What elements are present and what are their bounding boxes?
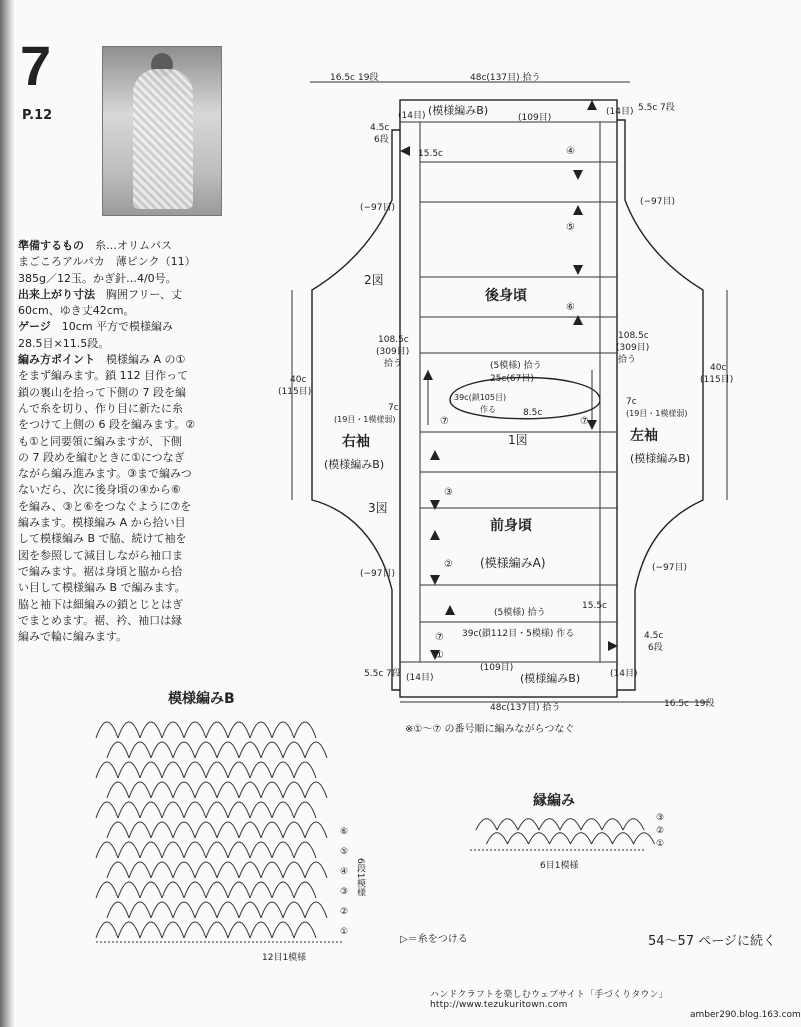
instruction-line: [18, 254, 256, 270]
stitch-loop: [228, 722, 250, 738]
label-top-band: (模様編みB): [428, 104, 489, 117]
instruction-text: 模様編み A の①: [95, 353, 186, 367]
stitch-loop: [107, 862, 129, 878]
stitch-loop: [550, 833, 571, 844]
label-minus97-tl: (−97目): [360, 203, 396, 213]
stitch-loop: [476, 819, 497, 830]
arrow-down: [573, 265, 583, 275]
instruction-heading: ゲージ: [18, 320, 51, 334]
stitch-loop: [195, 902, 217, 918]
instruction-line: [18, 531, 256, 547]
label-top-ext-rows: 19段: [358, 73, 379, 83]
label-bottom-ext-rows: 19段: [694, 699, 715, 709]
label-neck-pick: (5模様) 拾う: [490, 361, 542, 371]
stitch-loop: [261, 782, 283, 798]
instruction-text: 385g／12玉。かぎ針…4/0号。: [18, 271, 177, 285]
chart-b-repeat: 6段1模様: [355, 858, 365, 897]
stitch-loop: [206, 922, 228, 938]
label-s40-left: 40c: [290, 375, 307, 385]
instruction-text: 糸…オリムパス: [84, 239, 172, 252]
instruction-text: 図を参照して減目しながら袖口ま: [18, 548, 183, 562]
stitch-loop: [305, 742, 327, 758]
stitch-loop: [283, 822, 305, 838]
chart-b-stitches: 12目1模様: [262, 953, 307, 963]
stitch-loop: [487, 833, 508, 844]
label-s40-right: 40c: [710, 363, 727, 373]
instruction-line: [18, 450, 256, 466]
stitch-loop: [283, 742, 305, 758]
label-right-sleeve-sub: (模様編みB): [324, 458, 385, 471]
stitch-loop: [184, 842, 206, 858]
stitch-loop: [294, 922, 316, 938]
stitch-loop: [129, 902, 151, 918]
arrow-up: [573, 205, 583, 215]
instruction-text: で編みます。裾は身頃と脇から拾: [18, 564, 183, 578]
stitch-loop: [560, 819, 581, 830]
instruction-heading: 編み方ポイント: [18, 353, 95, 367]
label-pick-right: 拾う: [618, 355, 637, 365]
stitch-loop: [272, 882, 294, 898]
stitch-loop: [294, 802, 316, 818]
instruction-text: まごころアルパカ 薄ピンク（11）: [18, 255, 196, 269]
stitch-loop: [96, 922, 118, 938]
label-bottom-14-right: (14目): [610, 669, 638, 679]
stitch-loop: [151, 862, 173, 878]
stitch-loop: [228, 762, 250, 778]
label-left-sleeve: 左袖: [630, 428, 658, 444]
arrow-up: [430, 450, 440, 460]
label-top-rows6: 6段: [374, 135, 389, 145]
chart-b-row6: ⑥: [340, 827, 349, 837]
instruction-line: [18, 238, 256, 254]
stitch-loop: [118, 722, 140, 738]
stitch-loop: [497, 819, 518, 830]
stitch-loop: [162, 722, 184, 738]
instruction-line: [18, 417, 256, 433]
instructions-text: [18, 238, 256, 645]
instruction-line: [18, 434, 256, 450]
right-sleeve-outline: [312, 130, 403, 690]
stitch-loop: [250, 802, 272, 818]
stitch-loop: [151, 902, 173, 918]
model-photo: [102, 46, 222, 216]
instruction-text: 28.5目×11.5段。: [18, 336, 110, 350]
label-bottom-band: (模様編みB): [520, 672, 581, 685]
stitch-loop: [529, 833, 550, 844]
stitch-loop: [239, 902, 261, 918]
stitch-loop: [272, 762, 294, 778]
stitch-loop: [634, 833, 655, 844]
instruction-line: [18, 336, 256, 352]
edge-row3: ③: [656, 813, 665, 823]
label-top-45: 4.5c: [370, 123, 390, 133]
stitch-loop: [508, 833, 529, 844]
stitch-loop: [261, 862, 283, 878]
arrow-up: [430, 530, 440, 540]
stitch-loop: [283, 782, 305, 798]
chart-b-row5: ⑤: [340, 847, 349, 857]
photo-garment: [133, 69, 193, 209]
label-minus97-br: (−97目): [652, 563, 688, 573]
label-right-sleeve: 右袖: [342, 434, 370, 450]
instruction-line: [18, 597, 256, 613]
label-minus97-bl: (−97目): [360, 569, 396, 579]
label-h1085-right: 108.5c: [618, 331, 649, 341]
stitch-loop: [140, 922, 162, 938]
stitch-loop: [118, 922, 140, 938]
stitch-loop: [239, 742, 261, 758]
stitch-loop: [228, 802, 250, 818]
instruction-text: も①と同要領に編みますが、下側: [18, 434, 182, 448]
stitch-loop: [162, 842, 184, 858]
label-7c-left: 7c: [388, 403, 399, 413]
stitch-loop: [239, 862, 261, 878]
label-bottom-45: 4.5c: [644, 631, 664, 641]
stitch-loop: [140, 762, 162, 778]
arrow-up: [445, 605, 455, 615]
edge-title: 縁編み: [533, 793, 575, 809]
instruction-text: 60cm、ゆき丈42cm。: [18, 304, 135, 318]
stitch-loop: [272, 922, 294, 938]
label-bottom-109: (109目): [480, 663, 514, 673]
edge-diagram: [466, 806, 686, 876]
stitch-loop: [129, 782, 151, 798]
stitch-loop: [96, 842, 118, 858]
stitch-loop: [195, 862, 217, 878]
label-fig1: 1図: [508, 433, 528, 447]
label-neck-make: 作る: [480, 405, 496, 414]
stitch-loop: [305, 902, 327, 918]
stitch-loop: [217, 902, 239, 918]
instruction-text: 編みます。模様編み A から拾い目: [18, 516, 186, 530]
label-bottom-width: 48c(137目) 拾う: [490, 703, 561, 713]
label-bottom-55: 5.5c: [364, 669, 384, 679]
instruction-line: [18, 580, 256, 596]
edge-row1: ①: [656, 839, 665, 849]
label-row4: ④: [566, 146, 575, 157]
garment-schematic: [278, 70, 734, 720]
stitch-loop: [151, 822, 173, 838]
label-bottom-ext: 16.5c: [664, 699, 689, 709]
stitch-loop: [118, 882, 140, 898]
instruction-line: [18, 352, 256, 368]
label-fig3: 3図: [368, 501, 388, 515]
instruction-text: い目して模様編み B で編みます。: [18, 581, 186, 595]
label-top-ext: 16.5c: [330, 73, 355, 83]
chart-b-row3: ③: [340, 887, 349, 897]
stitch-loop: [151, 782, 173, 798]
stitch-loop: [272, 802, 294, 818]
label-front-sub: (模様編みA): [480, 556, 546, 570]
label-19-left: (19目・1模様弱): [334, 415, 396, 424]
label-19-right: (19目・1模様弱): [626, 409, 688, 418]
stitch-loop: [173, 782, 195, 798]
stitch-loop: [140, 722, 162, 738]
stitch-loop: [250, 882, 272, 898]
label-minus97-tr: (−97目): [640, 197, 676, 207]
stitch-loop: [283, 902, 305, 918]
stitch-loop: [173, 902, 195, 918]
label-fig2: 2図: [364, 273, 384, 287]
label-left-sleeve-sub: (模様編みB): [630, 452, 691, 465]
stitch-loop: [217, 782, 239, 798]
instruction-text: 編みで輪に編みます。: [18, 630, 128, 644]
continue-note: 54〜57 ページに続く: [648, 934, 776, 949]
stitch-loop: [140, 882, 162, 898]
stitch-loop: [162, 882, 184, 898]
stitch-loop: [206, 762, 228, 778]
label-row1: ①: [435, 650, 444, 661]
label-front-body: 前身頃: [490, 518, 532, 534]
instruction-text: の 7 段めを編むときに①につなぎ: [18, 450, 185, 464]
stitch-loop: [107, 742, 129, 758]
stitch-loop: [206, 882, 228, 898]
stitch-loop: [129, 742, 151, 758]
stitch-loop: [118, 802, 140, 818]
stitch-loop: [173, 822, 195, 838]
instruction-heading: 出来上がり寸法: [18, 287, 95, 301]
label-neck-85: 8.5c: [523, 408, 543, 418]
edge-stitches: 6目1模様: [540, 861, 579, 871]
instruction-text: んで糸を切り、作り目に新たに糸: [18, 401, 183, 415]
stitch-loop: [184, 802, 206, 818]
stitch-loop: [140, 842, 162, 858]
arrow-down: [430, 575, 440, 585]
stitch-loop: [184, 762, 206, 778]
label-s115-left: (115目): [278, 387, 312, 397]
stitch-loop: [118, 762, 140, 778]
stitch-loop: [206, 722, 228, 738]
stitch-loop: [217, 862, 239, 878]
instruction-line: [18, 515, 256, 531]
stitch-loop: [195, 742, 217, 758]
label-bottom-rows6: 6段: [648, 643, 663, 653]
stitch-loop: [294, 842, 316, 858]
stitch-loop: [272, 842, 294, 858]
label-top-55: 5.5c: [638, 103, 658, 113]
label-neck-39: 39c(鎖105目): [454, 393, 507, 402]
arrow-up: [587, 100, 597, 110]
stitch-loop: [272, 722, 294, 738]
stitch-loop: [305, 822, 327, 838]
label-row7b: ⑦: [580, 416, 589, 427]
stitch-loop: [96, 762, 118, 778]
label-s115-right: (115目): [700, 375, 734, 385]
instruction-line: [18, 629, 256, 645]
arrow-left: [400, 146, 410, 156]
stitch-loop: [173, 862, 195, 878]
stitch-loop: [96, 722, 118, 738]
stitch-loop: [294, 762, 316, 778]
label-row7c: ⑦: [435, 632, 444, 643]
instruction-text: 10cm 平方で模様編み: [50, 320, 174, 334]
label-bottom-chain: 39c(鎖112目・5模様) 作る: [462, 629, 575, 639]
stitch-loop: [261, 742, 283, 758]
chart-b-title: 模様編みB: [168, 691, 235, 707]
label-row7a: ⑦: [440, 416, 449, 427]
chart-b-row2: ②: [340, 907, 349, 917]
instruction-text: ないだら、次に後身頃の④から⑥: [18, 483, 181, 497]
page-gutter: [0, 0, 14, 1027]
stitch-loop: [173, 742, 195, 758]
stitch-loop: [239, 822, 261, 838]
stitch-loop: [162, 802, 184, 818]
label-row6: ⑥: [566, 302, 575, 313]
instruction-line: [18, 271, 256, 287]
label-row3: ③: [444, 487, 453, 498]
label-top-109: (109目): [518, 113, 552, 123]
stitch-loop: [184, 882, 206, 898]
instruction-line: [18, 466, 256, 482]
instruction-line: [18, 319, 256, 335]
instruction-line: [18, 401, 256, 417]
stitch-loop: [195, 822, 217, 838]
stitch-loop: [217, 742, 239, 758]
label-h309-right: (309目): [616, 343, 650, 353]
stitch-loop: [107, 822, 129, 838]
stitch-loop: [602, 819, 623, 830]
page-reference: P.12: [22, 108, 53, 123]
instruction-line: [18, 368, 256, 384]
stitch-loop: [96, 882, 118, 898]
stitch-loop: [151, 742, 173, 758]
arrow-up: [423, 370, 433, 380]
stitch-loop: [261, 822, 283, 838]
stitch-loop: [539, 819, 560, 830]
stitch-loop: [261, 902, 283, 918]
label-pick-left: 拾う: [384, 359, 403, 369]
label-h1085-left: 108.5c: [378, 335, 409, 345]
stitch-loop: [206, 802, 228, 818]
stitch-loop: [228, 922, 250, 938]
instruction-text: 胸囲フリー、丈: [95, 287, 183, 301]
stitch-loop: [206, 842, 228, 858]
instruction-line: [18, 548, 256, 564]
stitch-loop: [518, 819, 539, 830]
label-top-width: 48c(137目) 拾う: [470, 73, 541, 83]
label-bottom-155: 15.5c: [582, 601, 607, 611]
instruction-line: [18, 499, 256, 515]
stitch-loop: [250, 922, 272, 938]
label-bottom-rows7: 7段: [386, 669, 401, 679]
edge-row2: ②: [656, 826, 665, 836]
chart-b-diagram: [92, 708, 392, 978]
stitch-loop: [294, 882, 316, 898]
stitch-loop: [162, 762, 184, 778]
instruction-text: をまず編みます。鎖 112 目作って: [18, 369, 189, 383]
instruction-line: [18, 303, 256, 319]
stitch-loop: [305, 782, 327, 798]
stitch-loop: [129, 862, 151, 878]
instruction-text: 脇と袖下は細編みの鎖とじとはぎ: [18, 597, 183, 611]
label-bottom-14-left: (14目): [406, 673, 434, 683]
label-top-155: 15.5c: [418, 149, 443, 159]
joining-note: ※①〜⑦ の番号順に編みながらつなぐ: [405, 724, 575, 735]
stitch-loop: [228, 882, 250, 898]
stitch-loop: [162, 922, 184, 938]
stitch-loop: [184, 722, 206, 738]
label-row2: ②: [444, 559, 453, 570]
stitch-loop: [294, 722, 316, 738]
stitch-loop: [239, 782, 261, 798]
stitch-loop: [118, 842, 140, 858]
label-bottom-pick: (5模様) 拾う: [494, 608, 546, 618]
instruction-text: を編み、③と⑥をつなぐように⑦を: [18, 499, 192, 513]
label-back-body: 後身頃: [485, 288, 527, 304]
label-top-14-right: (14目): [606, 107, 634, 117]
stitch-loop: [613, 833, 634, 844]
instruction-line: [18, 613, 256, 629]
blog-watermark: amber290.blog.163.com: [690, 1010, 801, 1020]
instruction-text: 鎖の裏山を拾って下側の 7 段を編: [18, 385, 186, 399]
stitch-loop: [305, 862, 327, 878]
label-top-14-left: (14目): [398, 111, 426, 121]
instruction-line: [18, 385, 256, 401]
instruction-heading: 準備するもの: [18, 239, 84, 252]
stitch-loop: [217, 822, 239, 838]
chart-b-row1: ①: [340, 927, 349, 937]
instruction-text: ながら編み進みます。③まで編みつ: [18, 467, 192, 481]
label-row5: ⑤: [566, 222, 575, 233]
footer-url: ハンドクラフトを楽しむウェブサイト「手づくりタウン」 http://www.tezukuritown.com: [430, 990, 669, 1010]
instruction-line: [18, 482, 256, 498]
stitch-loop: [129, 822, 151, 838]
stitch-loop: [250, 722, 272, 738]
label-top-rows7: 7段: [660, 103, 675, 113]
chart-b-row4: ④: [340, 867, 349, 877]
stitch-loop: [96, 802, 118, 818]
instruction-text: をつけて上側の 6 段を編みます。②: [18, 418, 195, 432]
instruction-text: して模様編み B で脇、続けて袖を: [18, 532, 187, 546]
label-7c-right: 7c: [626, 397, 637, 407]
stitch-loop: [184, 922, 206, 938]
pattern-number: 7: [20, 34, 52, 97]
stitch-loop: [250, 762, 272, 778]
stitch-loop: [592, 833, 613, 844]
stitch-loop: [195, 782, 217, 798]
stitch-loop: [581, 819, 602, 830]
stitch-loop: [228, 842, 250, 858]
instruction-text: でまとめます。裾、衿、袖口は縁: [18, 613, 183, 627]
stitch-loop: [107, 902, 129, 918]
instruction-line: [18, 287, 256, 303]
arrow-down: [573, 170, 583, 180]
stitch-loop: [623, 819, 644, 830]
stitch-loop: [283, 862, 305, 878]
stitch-loop: [571, 833, 592, 844]
stitch-loop: [140, 802, 162, 818]
legend-note: ▷＝糸をつける: [400, 934, 468, 945]
stitch-loop: [107, 782, 129, 798]
instruction-line: [18, 564, 256, 580]
label-neck-25: 25c(67目): [490, 374, 534, 384]
stitch-loop: [250, 842, 272, 858]
label-h309-left: (309目): [376, 347, 410, 357]
